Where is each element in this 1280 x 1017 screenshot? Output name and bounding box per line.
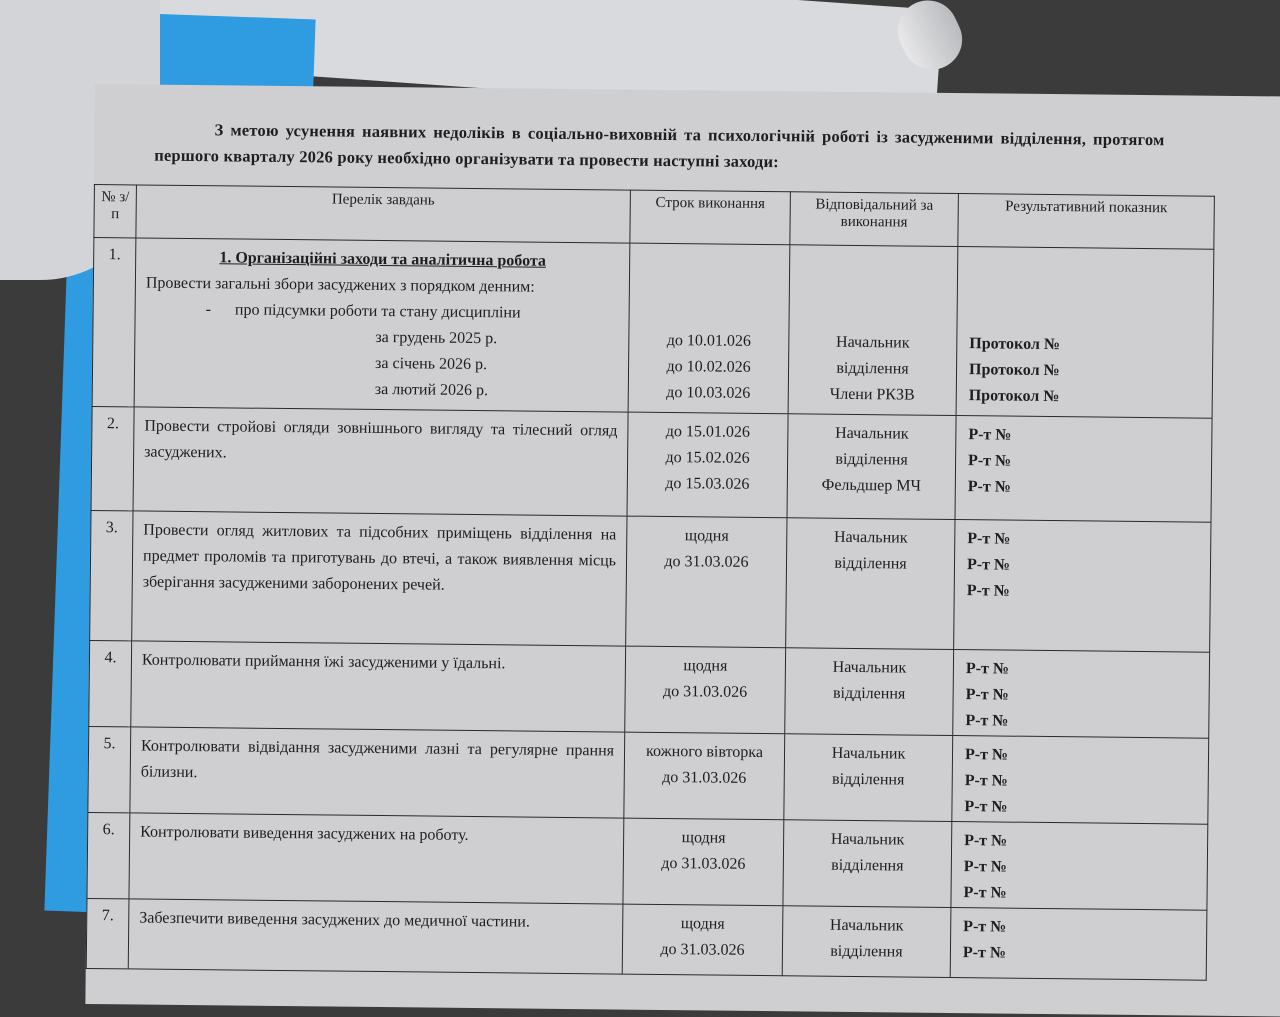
result-2: Р-т № bbox=[968, 452, 1012, 470]
responsible-1: Начальник bbox=[835, 333, 910, 352]
deadline-1: щодня bbox=[681, 829, 726, 847]
intro-paragraph: З метою усунення наявних недоліків в соціально-виховній та психологічній роботі із засудженими відділення, протягом першого кварталу 2026 року необхідно організувати та провести наступні заходи: bbox=[154, 120, 1165, 172]
row-task: Контролювати відвідання засудженими лазні та регулярне прання білизни. bbox=[130, 727, 625, 818]
table-row-4 bbox=[89, 640, 1210, 738]
deadline-1: щодня bbox=[684, 527, 729, 545]
deadline-1: до 15.01.026 bbox=[665, 422, 751, 441]
row-responsible bbox=[782, 906, 951, 978]
row-deadline bbox=[628, 243, 790, 414]
row-deadline bbox=[627, 412, 788, 518]
row-result bbox=[956, 247, 1214, 419]
responsible-2: відділення bbox=[832, 684, 906, 703]
deadline-3: до 10.03.026 bbox=[666, 383, 751, 402]
row-responsible bbox=[786, 518, 955, 650]
row-deadline bbox=[625, 646, 786, 734]
responsible-1: Начальник bbox=[832, 658, 907, 677]
header-result: Результативний показник bbox=[958, 194, 1215, 250]
row-responsible bbox=[785, 648, 954, 736]
table-row-3 bbox=[90, 510, 1211, 652]
responsible-2: відділення bbox=[830, 942, 903, 961]
month-3: за лютий 2026 р. bbox=[374, 380, 489, 400]
result-1: Протокол № bbox=[969, 335, 1061, 354]
table-row-6 bbox=[87, 812, 1208, 910]
result-2: Р-т № bbox=[964, 772, 1008, 790]
row-result bbox=[950, 908, 1207, 981]
row-deadline bbox=[626, 516, 787, 648]
row-task: Провести стройові огляди зовнішнього вигляду та тілесний огляд засуджених. bbox=[133, 407, 628, 516]
month-1: за грудень 2025 р. bbox=[375, 328, 498, 348]
responsible-2: відділення bbox=[832, 770, 905, 789]
row-deadline bbox=[623, 818, 784, 906]
table-row-1 bbox=[92, 237, 1214, 418]
task-sub-item: - про підсумки роботи та стану дисципліни bbox=[205, 301, 521, 322]
result-3: Р-т № bbox=[966, 582, 1010, 600]
table-row-7 bbox=[86, 898, 1207, 980]
row-num: 1. bbox=[92, 237, 136, 406]
row-num: 5. bbox=[88, 726, 131, 812]
row-deadline bbox=[624, 732, 785, 820]
responsible-2: відділення bbox=[835, 450, 908, 469]
result-2: Протокол № bbox=[968, 361, 1060, 380]
row-num: 2. bbox=[91, 406, 134, 510]
plan-table bbox=[86, 184, 1215, 981]
month-2: за січень 2026 р. bbox=[375, 354, 488, 374]
row-task bbox=[134, 238, 630, 412]
responsible-1: Начальник bbox=[829, 916, 904, 935]
deadline-1: до 10.01.026 bbox=[666, 332, 751, 350]
sub-text: про підсумки роботи та стану дисципліни bbox=[234, 301, 521, 322]
result-1: Р-т № bbox=[968, 426, 1012, 444]
deadline-1: кожного вівторка bbox=[645, 742, 764, 762]
responsible-2: відділення bbox=[836, 359, 909, 378]
row-result bbox=[953, 650, 1210, 739]
responsible-1: Начальник bbox=[830, 830, 905, 849]
row-num: 3. bbox=[90, 510, 133, 640]
table-row-5 bbox=[88, 726, 1209, 824]
responsible-1: Начальник bbox=[831, 744, 906, 763]
deadline-2: до 31.03.026 bbox=[662, 768, 747, 787]
row-result bbox=[951, 822, 1208, 911]
task-text: Провести загальні збори засуджених з порядком денним: bbox=[145, 274, 535, 296]
deadline-2: до 10.02.026 bbox=[666, 358, 751, 376]
row-responsible bbox=[783, 820, 952, 908]
header-deadline: Строк виконання bbox=[630, 190, 791, 245]
deadline-2: до 31.03.026 bbox=[663, 682, 748, 701]
row-task: Провести огляд житлових та підсобних приміщень відділення на предмет проломів та приготувань до втечі, а також виявлення місць зберігання засудженими заборонених речей. bbox=[132, 511, 627, 646]
row-task: Контролювати приймання їжі засудженими у їдальні. bbox=[131, 641, 626, 732]
header-task: Перелік завдань bbox=[136, 185, 631, 243]
deadline-1: щодня bbox=[683, 657, 728, 675]
deadline-2: до 31.03.026 bbox=[661, 854, 746, 873]
row-task: Забезпечити виведення засуджених до медичної частини. bbox=[128, 899, 623, 974]
result-2: Р-т № bbox=[966, 556, 1011, 574]
deadline-2: до 31.03.026 bbox=[660, 940, 745, 959]
result-3: Р-т № bbox=[964, 798, 1008, 816]
result-3: Протокол № bbox=[968, 387, 1060, 406]
section-title: 1. Організаційні заходи та аналітична робота bbox=[219, 249, 547, 270]
row-responsible bbox=[784, 734, 953, 822]
deadline-1: щодня bbox=[680, 915, 725, 933]
responsible-1: Начальник bbox=[835, 424, 909, 443]
deadline-3: до 15.03.026 bbox=[665, 474, 750, 493]
table-row-2 bbox=[91, 406, 1212, 522]
deadline-2: до 31.03.026 bbox=[664, 552, 749, 571]
result-1: Р-т № bbox=[963, 918, 1007, 936]
deadline-2: до 15.02.026 bbox=[665, 448, 750, 467]
header-responsible: Відповідальний за виконання bbox=[790, 192, 959, 247]
row-responsible bbox=[788, 245, 958, 416]
responsible-3: Члени РКЗВ bbox=[829, 385, 915, 404]
table-body bbox=[86, 237, 1214, 980]
result-2: Р-т № bbox=[963, 858, 1007, 876]
header-num: № з/п bbox=[94, 184, 137, 237]
result-1: Р-т № bbox=[965, 660, 1010, 678]
result-2: Р-т № bbox=[962, 944, 1007, 962]
row-num: 6. bbox=[87, 812, 130, 898]
result-3: Р-т № bbox=[967, 478, 1011, 496]
row-num: 4. bbox=[89, 640, 132, 726]
result-1: Р-т № bbox=[964, 746, 1009, 764]
row-deadline bbox=[622, 904, 783, 976]
document-page bbox=[85, 84, 1280, 1017]
result-1: Р-т № bbox=[967, 530, 1011, 548]
row-responsible bbox=[787, 414, 956, 520]
row-num: 7. bbox=[86, 898, 129, 968]
result-1: Р-т № bbox=[964, 832, 1008, 850]
responsible-2: відділення bbox=[831, 856, 904, 875]
responsible-3: Фельдшер МЧ bbox=[821, 476, 922, 495]
row-result bbox=[955, 416, 1212, 523]
row-result bbox=[954, 520, 1211, 653]
responsible-2: відділення bbox=[834, 554, 907, 573]
row-task: Контролювати виведення засуджених на роботу. bbox=[129, 813, 624, 904]
responsible-1: Начальник bbox=[833, 528, 908, 547]
result-3: Р-т № bbox=[965, 712, 1009, 730]
row-result bbox=[952, 736, 1209, 825]
result-3: Р-т № bbox=[963, 884, 1007, 902]
result-2: Р-т № bbox=[965, 686, 1009, 704]
